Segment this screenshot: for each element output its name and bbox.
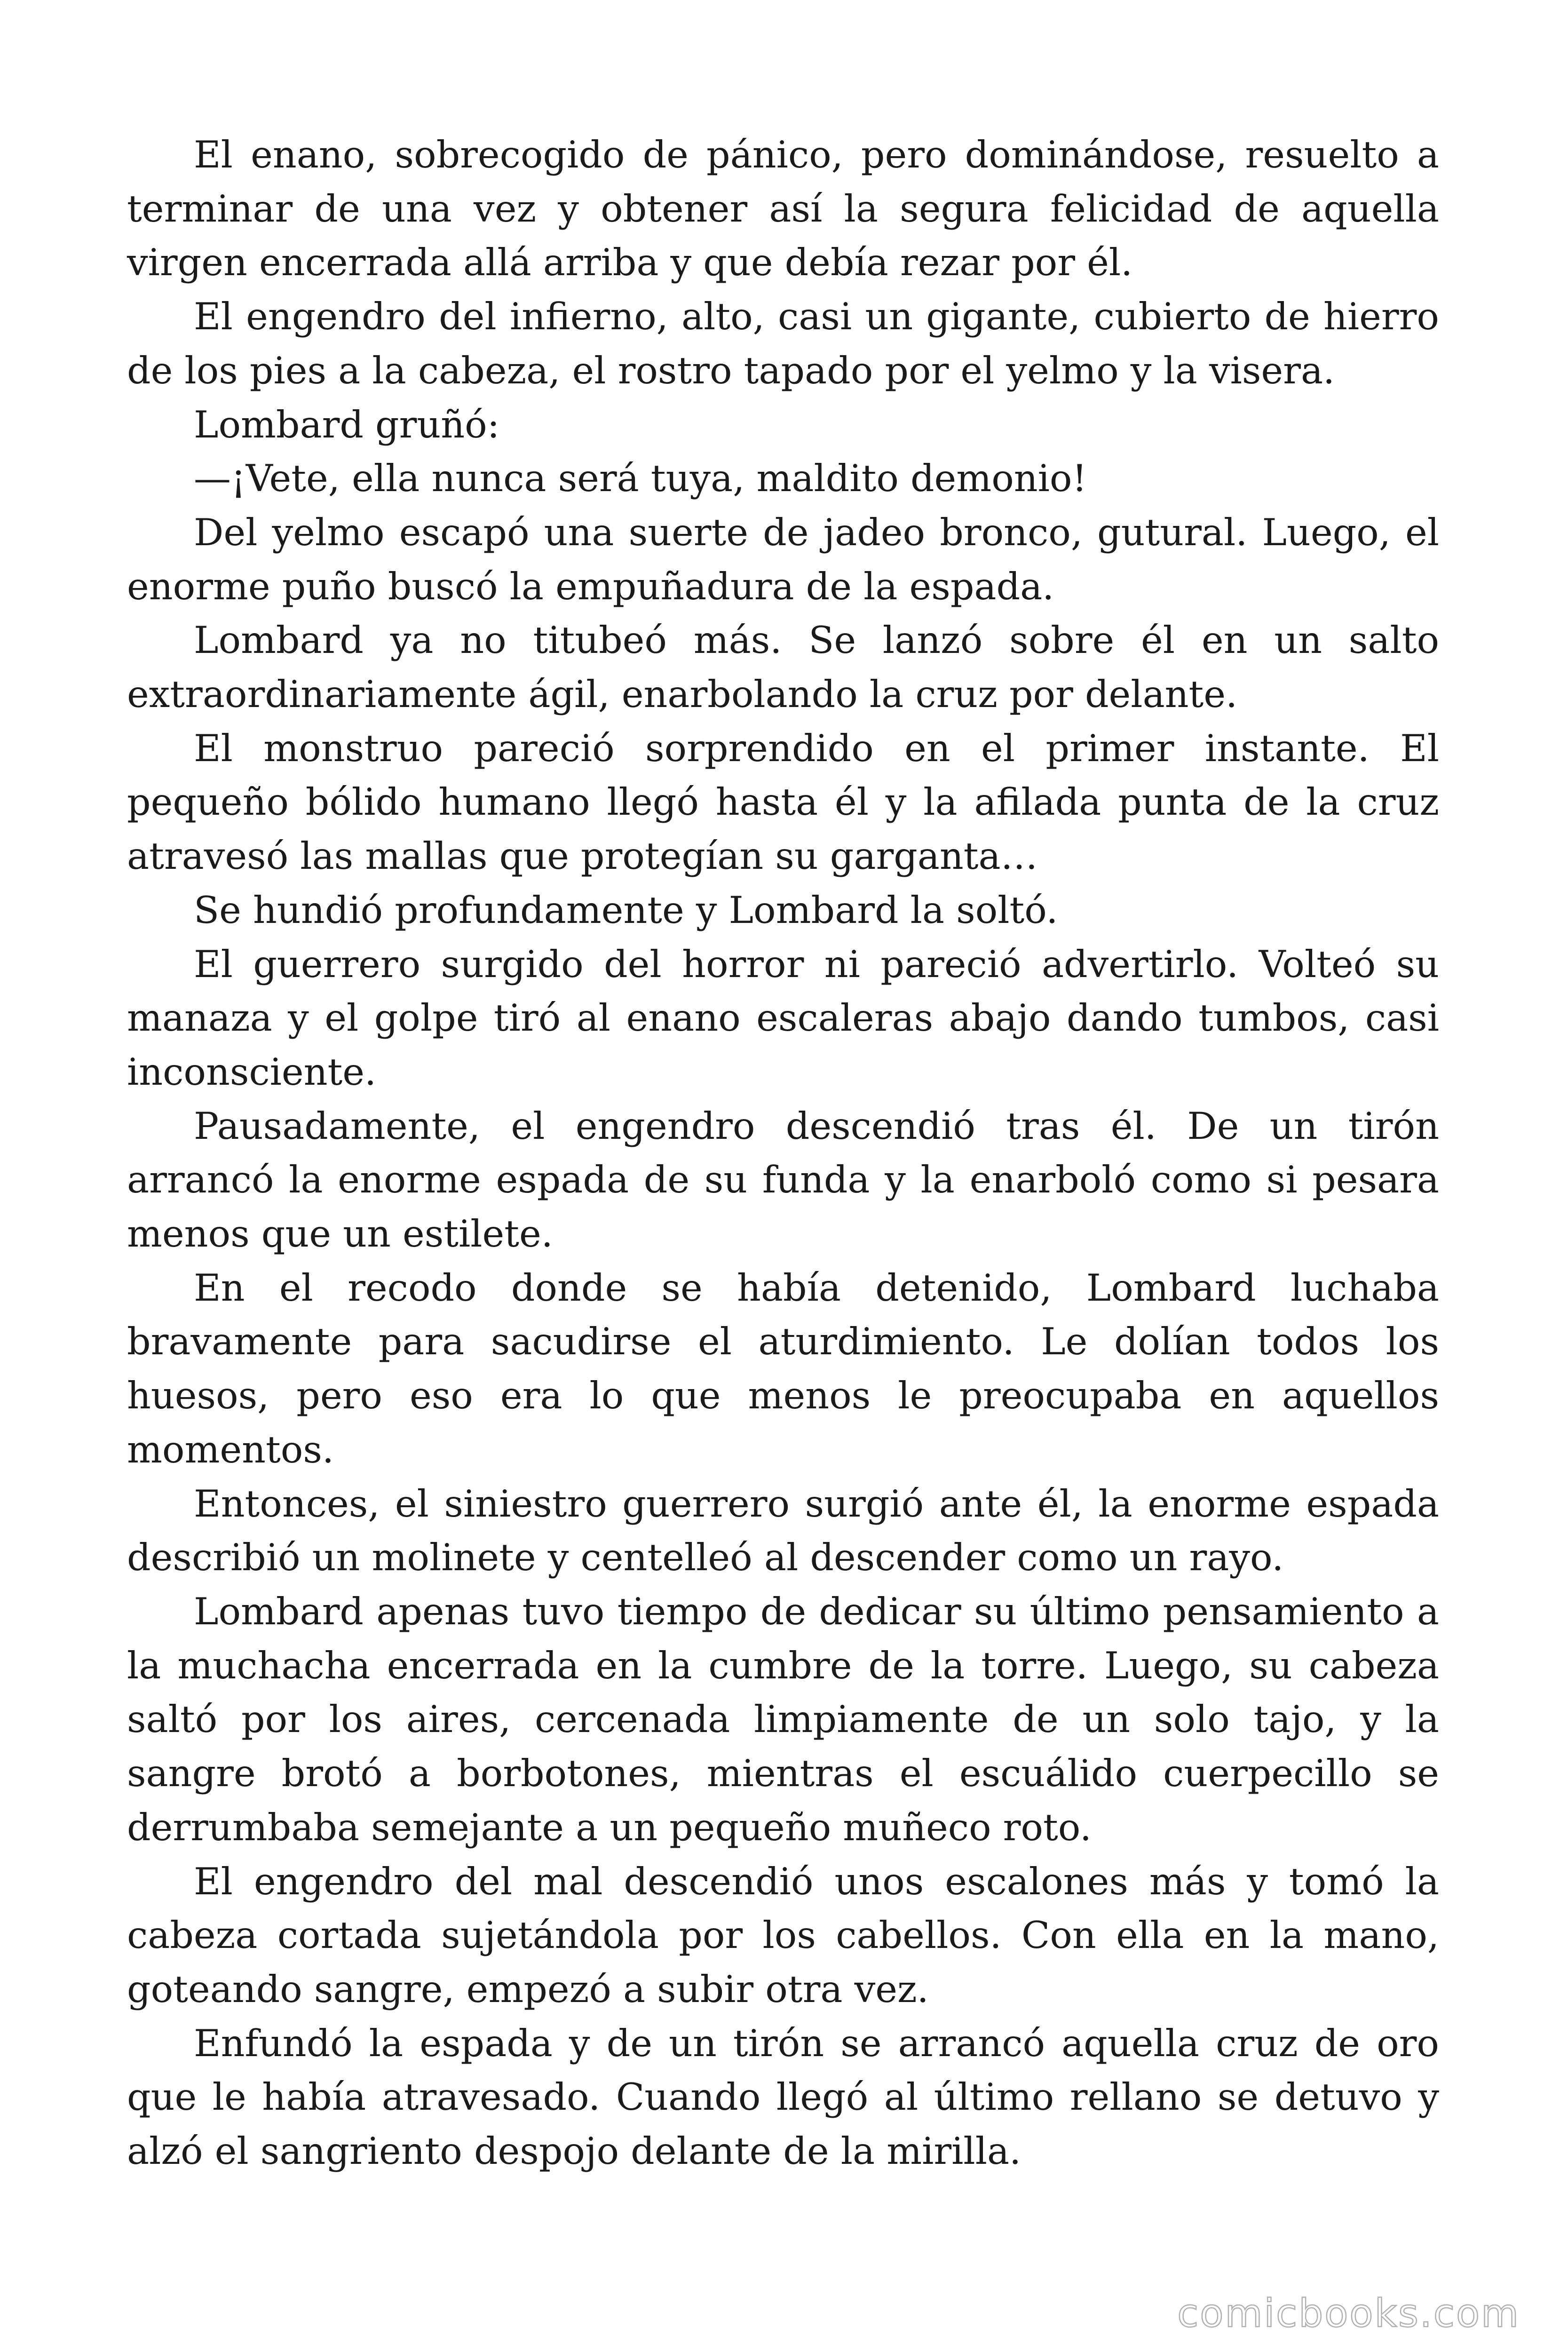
paragraph: El engendro del infierno, alto, casi un gigante, cubierto de hierro de los pies a la cabeza, el rostro tapado por el yelmo y la visera.: [127, 295, 1439, 392]
paragraph: El monstruo pareció sorprendido en el primer instante. El pequeño bólido humano llegó hasta él y la afilada punta de la cruz atravesó las mallas que protegían su garganta…: [127, 726, 1439, 878]
paragraph: En el recodo donde se había detenido, Lombard luchaba bravamente para sacudirse el aturdimiento. Le dolían todos los huesos, pero eso era lo que menos le preocupaba en aquellos momentos.: [127, 1266, 1439, 1471]
paragraph: Pausadamente, el engendro descendió tras él. De un tirón arrancó la enorme espada de su funda y la enarboló como si pesara menos que un estilete.: [127, 1104, 1439, 1256]
paragraph: Lombard apenas tuvo tiempo de dedicar su último pensamiento a la muchacha encerrada en la cumbre de la torre. Luego, su cabeza saltó por los aires, cercenada limpiamente de un solo tajo, y la sangre brotó a borbotones, mientras el escuálido cuerpecillo se derrumbaba semejante a un pequeño muñeco roto.: [127, 1589, 1439, 1849]
watermark: comicbooks.com: [1177, 2291, 1520, 2336]
paragraph: Del yelmo escapó una suerte de jadeo bronco, gutural. Luego, el enorme puño buscó la empuñadura de la espada.: [127, 510, 1439, 608]
paragraph: Entonces, el siniestro guerrero surgió ante él, la enorme espada describió un molinete y centelleó al descender como un rayo.: [127, 1482, 1439, 1580]
paragraph: El engendro del mal descendió unos escalones más y tomó la cabeza cortada sujetándola por los cabellos. Con ella en la mano, goteando sangre, empezó a subir otra vez.: [127, 1859, 1439, 2011]
paragraph: Enfundó la espada y de un tirón se arrancó aquella cruz de oro que le había atravesado. Cuando llegó al último rellano se detuvo y alzó el sangriento despojo delante de la mirilla.: [127, 2021, 1439, 2173]
paragraph: El enano, sobrecogido de pánico, pero dominándose, resuelto a terminar de una vez y obtener así la segura felicidad de aquella virgen encerrada allá arriba y que debía rezar por él.: [127, 133, 1439, 285]
dialogue-line: —¡Vete, ella nunca será tuya, maldito demonio!: [194, 457, 1087, 501]
paragraph: Lombard gruñó:: [194, 403, 500, 446]
page-text: [127, 128, 1439, 2178]
paragraph: Lombard ya no titubeó más. Se lanzó sobre él en un salto extraordinariamente ágil, enarbolando la cruz por delante.: [127, 619, 1439, 716]
paragraph: Se hundió profundamente y Lombard la soltó.: [194, 888, 1058, 932]
paragraph: El guerrero surgido del horror ni pareció advertirlo. Volteó su manaza y el golpe tiró al enano escaleras abajo dando tumbos, casi inconsciente.: [127, 942, 1439, 1094]
